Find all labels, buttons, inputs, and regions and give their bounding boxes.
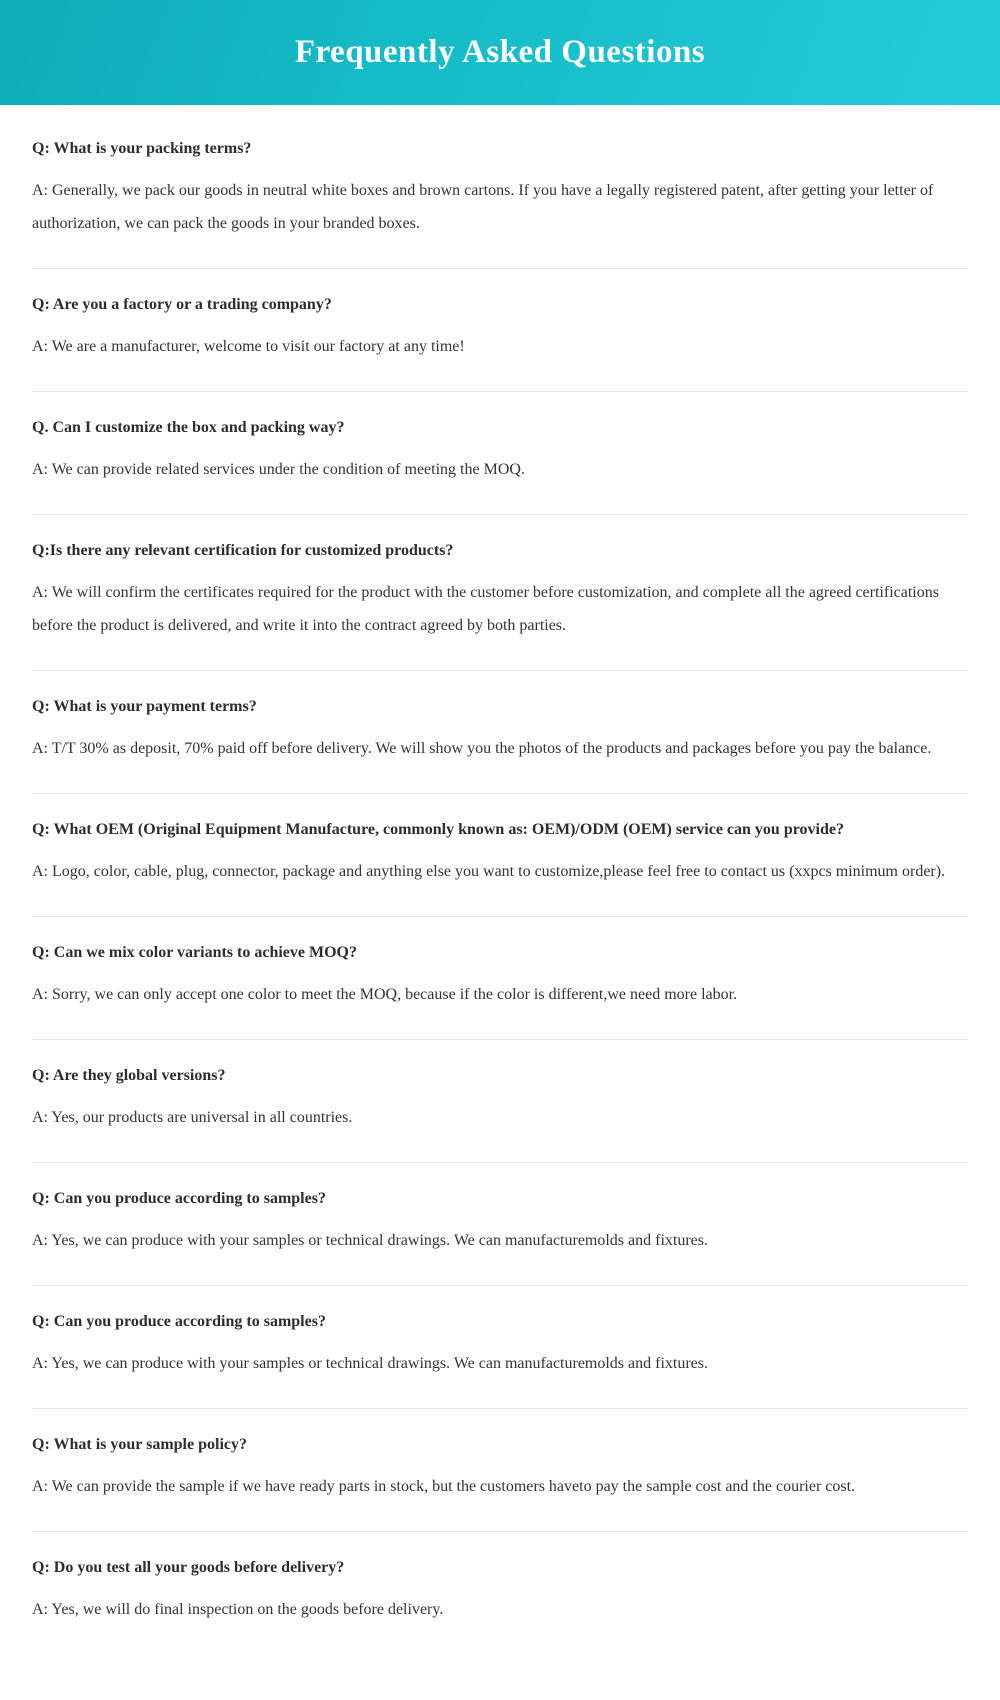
faq-question: Q. Can I customize the box and packing way? <box>32 419 345 436</box>
faq-item <box>32 670 968 793</box>
page-title: Frequently Asked Questions <box>294 34 706 70</box>
faq-question: Q: Can you produce according to samples? <box>32 1313 326 1330</box>
faq-question: Q: What is your packing terms? <box>32 140 252 157</box>
faq-answer: A: Yes, we will do final inspection on the goods before delivery. <box>32 1601 444 1618</box>
faq-item <box>32 391 968 514</box>
faq-question: Q: What is your payment terms? <box>32 698 257 715</box>
faq-question: Q:Is there any relevant certification for customized products? <box>32 542 454 559</box>
faq-item <box>32 916 968 1039</box>
faq-answer: A: Generally, we pack our goods in neutral white boxes and brown cartons. If you have a legally registered patent, after getting your letter of authorization, we can pack the goods in your branded boxes. <box>32 182 934 232</box>
faq-question: Q: Are they global versions? <box>32 1067 226 1084</box>
faq-question: Q: Can you produce according to samples? <box>32 1190 326 1207</box>
faq-item <box>32 1162 968 1285</box>
faq-question: Q: Do you test all your goods before delivery? <box>32 1559 345 1576</box>
faq-answer: A: Logo, color, cable, plug, connector, package and anything else you want to customize,please feel free to contact us (xxpcs minimum order). <box>32 863 946 880</box>
faq-item <box>32 1408 968 1531</box>
faq-item <box>32 268 968 391</box>
faq-item <box>32 514 968 670</box>
faq-item <box>32 1039 968 1162</box>
faq-item <box>32 113 968 268</box>
faq-answer: A: T/T 30% as deposit, 70% paid off before delivery. We will show you the photos of the products and packages before you pay the balance. <box>32 740 932 757</box>
faq-answer: A: Yes, we can produce with your samples or technical drawings. We can manufacturemolds and fixtures. <box>32 1232 709 1249</box>
faq-answer: A: Yes, our products are universal in all countries. <box>32 1109 353 1126</box>
faq-list <box>0 105 1000 1674</box>
faq-answer: A: Yes, we can produce with your samples or technical drawings. We can manufacturemolds and fixtures. <box>32 1355 709 1372</box>
faq-item <box>32 1531 968 1654</box>
faq-answer: A: We can provide the sample if we have ready parts in stock, but the customers haveto pay the sample cost and the courier cost. <box>32 1478 856 1495</box>
faq-item <box>32 1285 968 1408</box>
page-header <box>0 0 1000 105</box>
faq-item <box>32 793 968 916</box>
faq-answer: A: We will confirm the certificates required for the product with the customer before customization, and complete all the agreed certifications before the product is delivered, and write it into the contract agreed by both parties. <box>32 584 939 634</box>
faq-answer: A: We are a manufacturer, welcome to visit our factory at any time! <box>32 338 465 355</box>
faq-question: Q: Can we mix color variants to achieve MOQ? <box>32 944 357 961</box>
faq-answer: A: Sorry, we can only accept one color to meet the MOQ, because if the color is different,we need more labor. <box>32 986 738 1003</box>
faq-question: Q: Are you a factory or a trading company? <box>32 296 332 313</box>
faq-question: Q: What OEM (Original Equipment Manufacture, commonly known as: OEM)/ODM (OEM) service can you provide? <box>32 821 844 838</box>
faq-answer: A: We can provide related services under the condition of meeting the MOQ. <box>32 461 525 478</box>
faq-question: Q: What is your sample policy? <box>32 1436 247 1453</box>
